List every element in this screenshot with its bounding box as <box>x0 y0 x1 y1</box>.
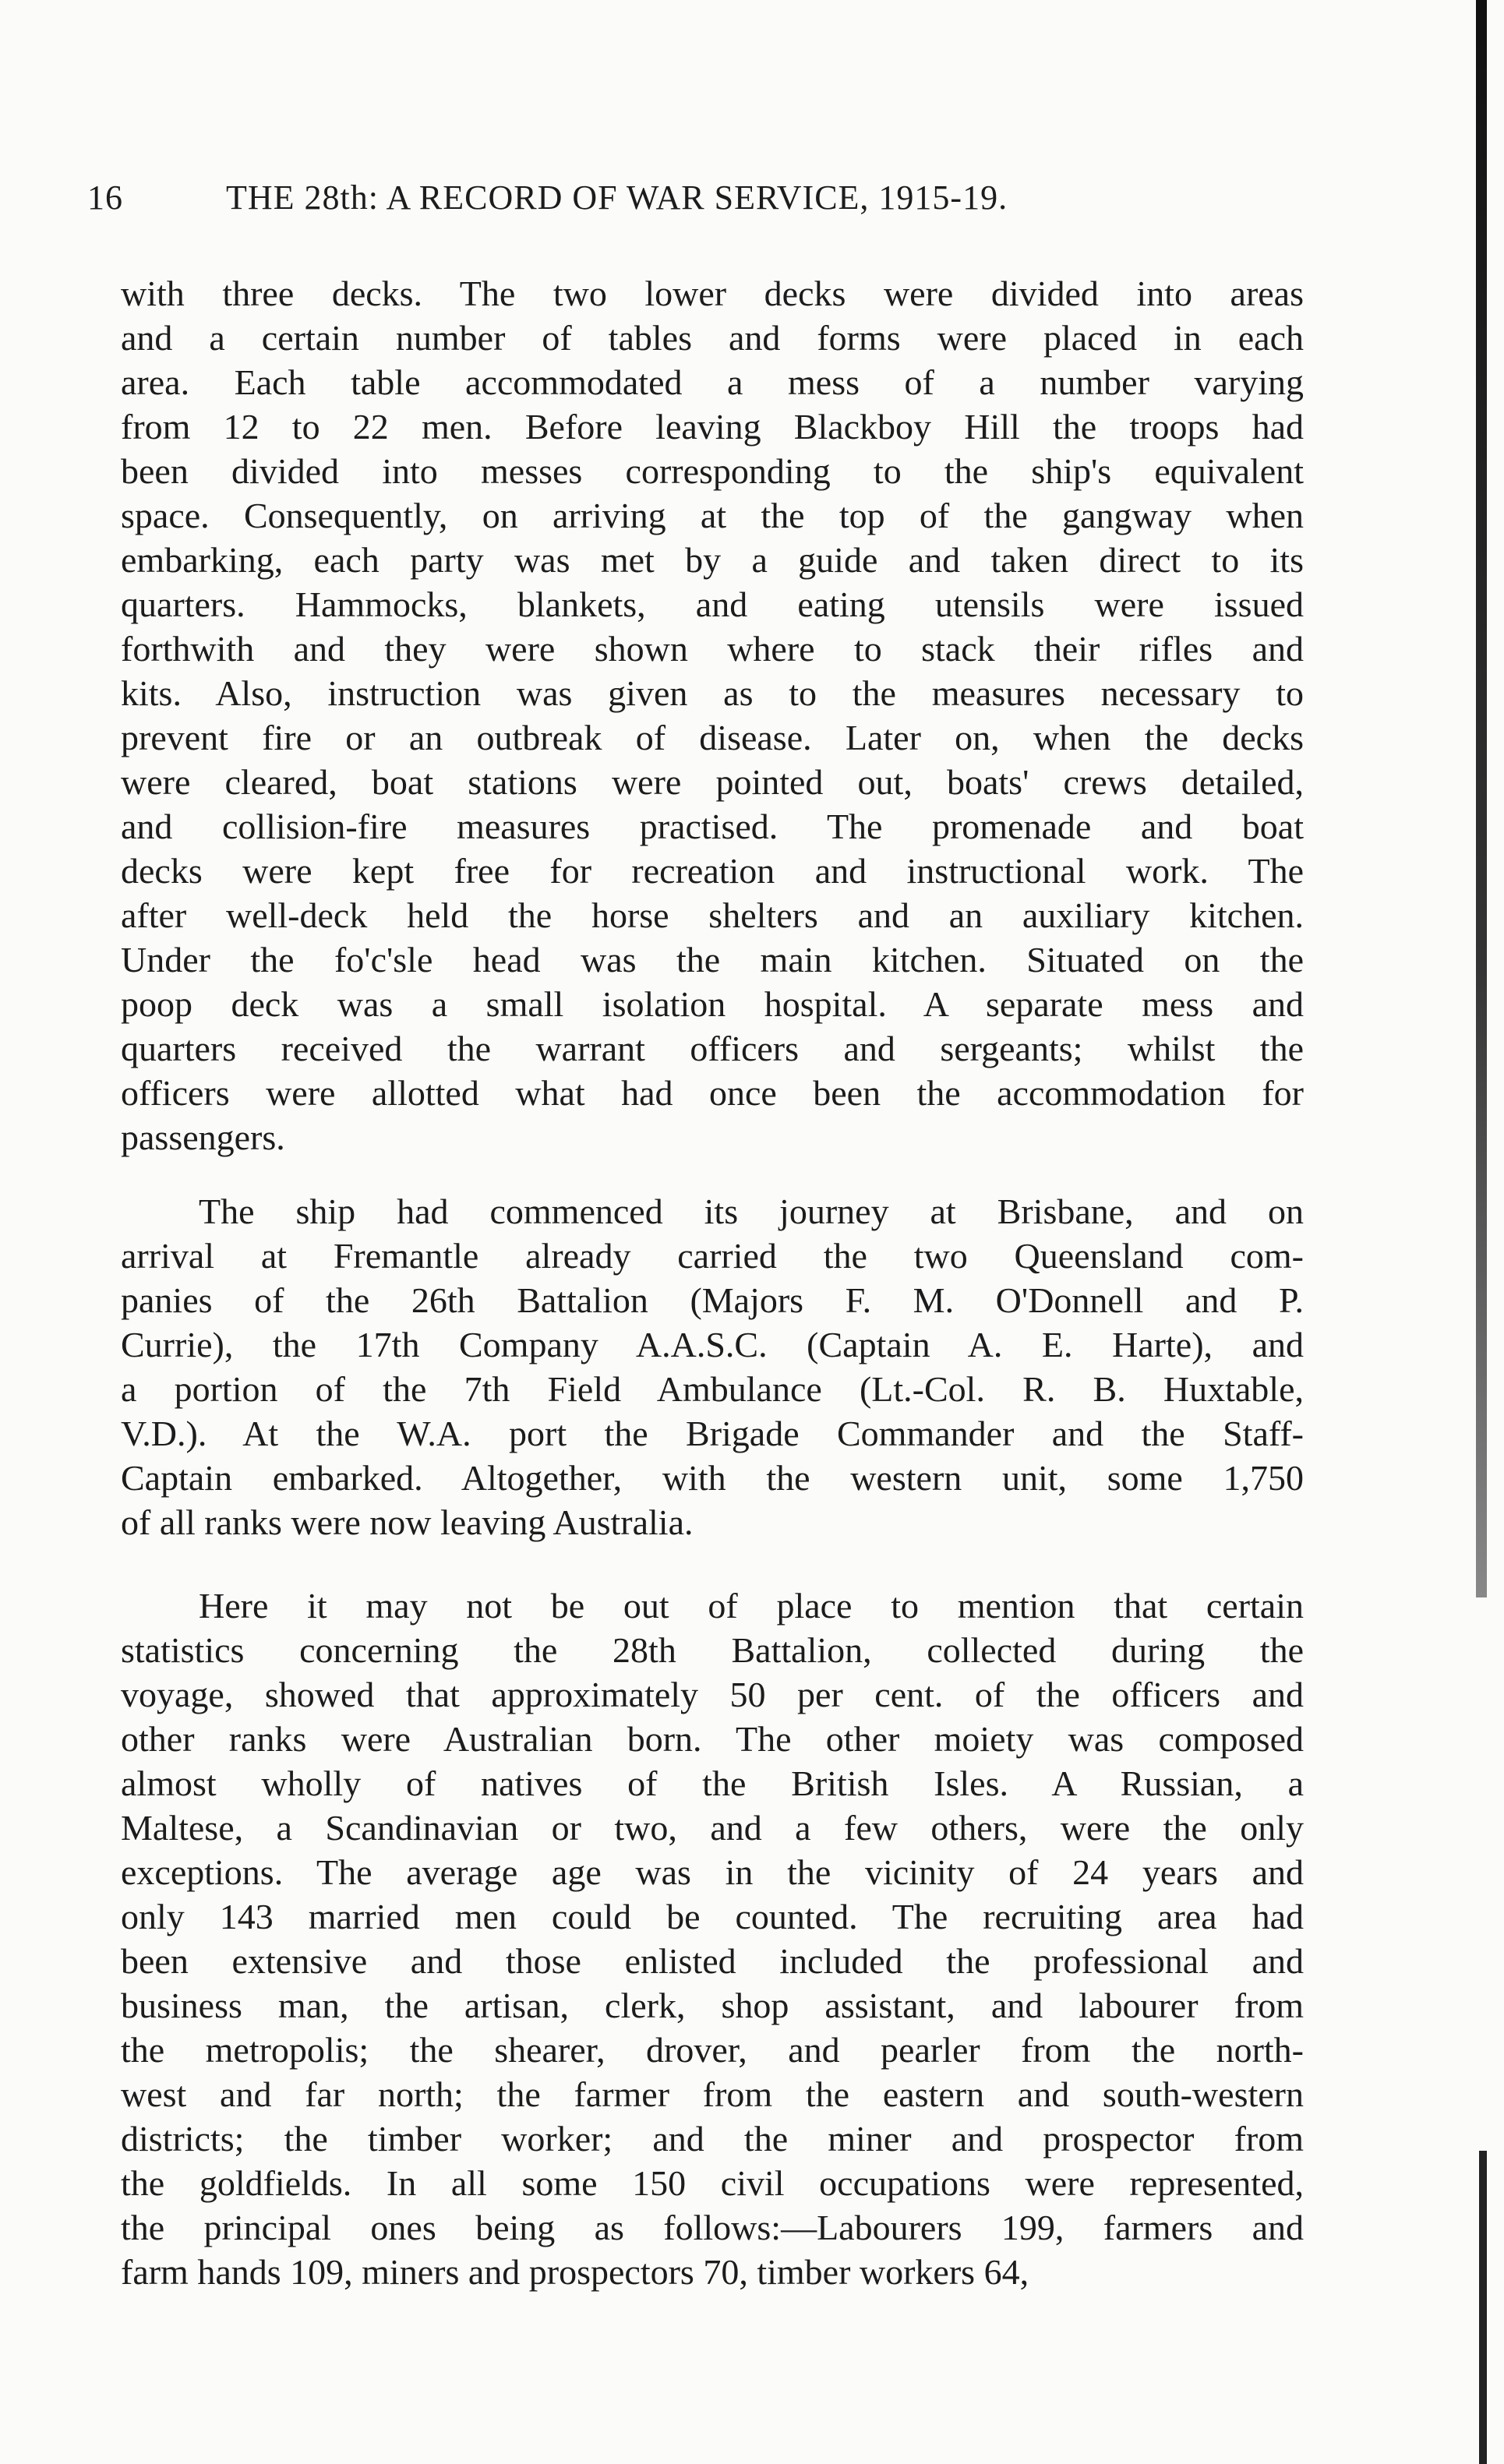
running-title: THE 28th: A RECORD OF WAR SERVICE, 1915-19. <box>226 178 1008 217</box>
text-line: farm hands 109, miners and prospectors 70, timber workers 64, <box>121 2252 1029 2292</box>
text-line: prevent fire or an outbreak of disease. Later on, when the decks <box>121 718 1304 757</box>
running-header <box>87 178 1303 224</box>
text-line: statistics concerning the 28th Battalion, collected during the <box>121 1630 1304 1670</box>
text-line: the principal ones being as follows:—Labourers 199, farmers and <box>121 2208 1304 2247</box>
text-line: poop deck was a small isolation hospital. A separate mess and <box>121 984 1304 1024</box>
text-line: passengers. <box>121 1117 285 1157</box>
text-line: The ship had commenced its journey at Brisbane, and on <box>199 1191 1304 1231</box>
scan-edge-shadow-lower <box>1479 2151 1487 2464</box>
text-line: Maltese, a Scandinavian or two, and a few others, were the only <box>121 1808 1304 1848</box>
text-line: space. Consequently, on arriving at the top of the gangway when <box>121 496 1304 535</box>
text-line: the metropolis; the shearer, drover, and pearler from the north- <box>121 2030 1304 2070</box>
text-line: were cleared, boat stations were pointed out, boats' crews detailed, <box>121 762 1304 802</box>
text-line: exceptions. The average age was in the vicinity of 24 years and <box>121 1852 1304 1892</box>
text-line: a portion of the 7th Field Ambulance (Lt.-Col. R. B. Huxtable, <box>121 1369 1304 1409</box>
text-line: arrival at Fremantle already carried the two Queensland com- <box>121 1236 1304 1276</box>
text-line: forthwith and they were shown where to stack their rifles and <box>121 629 1304 669</box>
text-line: embarking, each party was met by a guide and taken direct to its <box>121 540 1304 580</box>
paragraph-3 <box>121 1583 1304 2294</box>
text-line: and collision-fire measures practised. The promenade and boat <box>121 807 1304 846</box>
text-line: officers were allotted what had once been the accommodation for <box>121 1073 1304 1113</box>
text-line: voyage, showed that approximately 50 per cent. of the officers and <box>121 1675 1304 1714</box>
text-line: from 12 to 22 men. Before leaving Blackboy Hill the troops had <box>121 407 1304 447</box>
text-line: area. Each table accommodated a mess of a number varying <box>121 362 1304 402</box>
scan-edge-shadow <box>1476 0 1487 1597</box>
text-line: with three decks. The two lower decks were divided into areas <box>121 274 1304 313</box>
text-line: decks were kept free for recreation and instructional work. The <box>121 851 1304 891</box>
text-line: quarters received the warrant officers and sergeants; whilst the <box>121 1029 1304 1068</box>
text-line: only 143 married men could be counted. The recruiting area had <box>121 1897 1304 1936</box>
paragraph-2 <box>121 1189 1304 1544</box>
page-number: 16 <box>87 178 123 217</box>
text-line: V.D.). At the W.A. port the Brigade Commander and the Staff- <box>121 1414 1304 1453</box>
text-line: of all ranks were now leaving Australia. <box>121 1502 694 1542</box>
text-line: and a certain number of tables and forms were placed in each <box>121 318 1304 358</box>
text-line: after well-deck held the horse shelters and an auxiliary kitchen. <box>121 895 1304 935</box>
text-line: Here it may not be out of place to mention that certain <box>199 1586 1304 1626</box>
text-line: quarters. Hammocks, blankets, and eating utensils were issued <box>121 584 1304 624</box>
text-line: been extensive and those enlisted included the professional and <box>121 1941 1304 1981</box>
text-line: business man, the artisan, clerk, shop assistant, and labourer from <box>121 1986 1304 2025</box>
text-line: districts; the timber worker; and the miner and prospector from <box>121 2119 1304 2159</box>
text-line: west and far north; the farmer from the eastern and south-western <box>121 2074 1304 2114</box>
text-line: panies of the 26th Battalion (Majors F. M. O'Donnell and P. <box>121 1280 1304 1320</box>
text-line: the goldfields. In all some 150 civil occupations were represented, <box>121 2163 1304 2203</box>
text-line: Currie), the 17th Company A.A.S.C. (Captain A. E. Harte), and <box>121 1325 1304 1364</box>
text-line: Captain embarked. Altogether, with the western unit, some 1,750 <box>121 1458 1304 1498</box>
text-line: kits. Also, instruction was given as to the measures necessary to <box>121 673 1304 713</box>
text-line: been divided into messes corresponding to the ship's equivalent <box>121 451 1304 491</box>
text-line: other ranks were Australian born. The other moiety was composed <box>121 1719 1304 1759</box>
text-line: almost wholly of natives of the British Isles. A Russian, a <box>121 1763 1304 1803</box>
text-line: Under the fo'c'sle head was the main kitchen. Situated on the <box>121 940 1304 980</box>
paragraph-1 <box>121 271 1304 1160</box>
